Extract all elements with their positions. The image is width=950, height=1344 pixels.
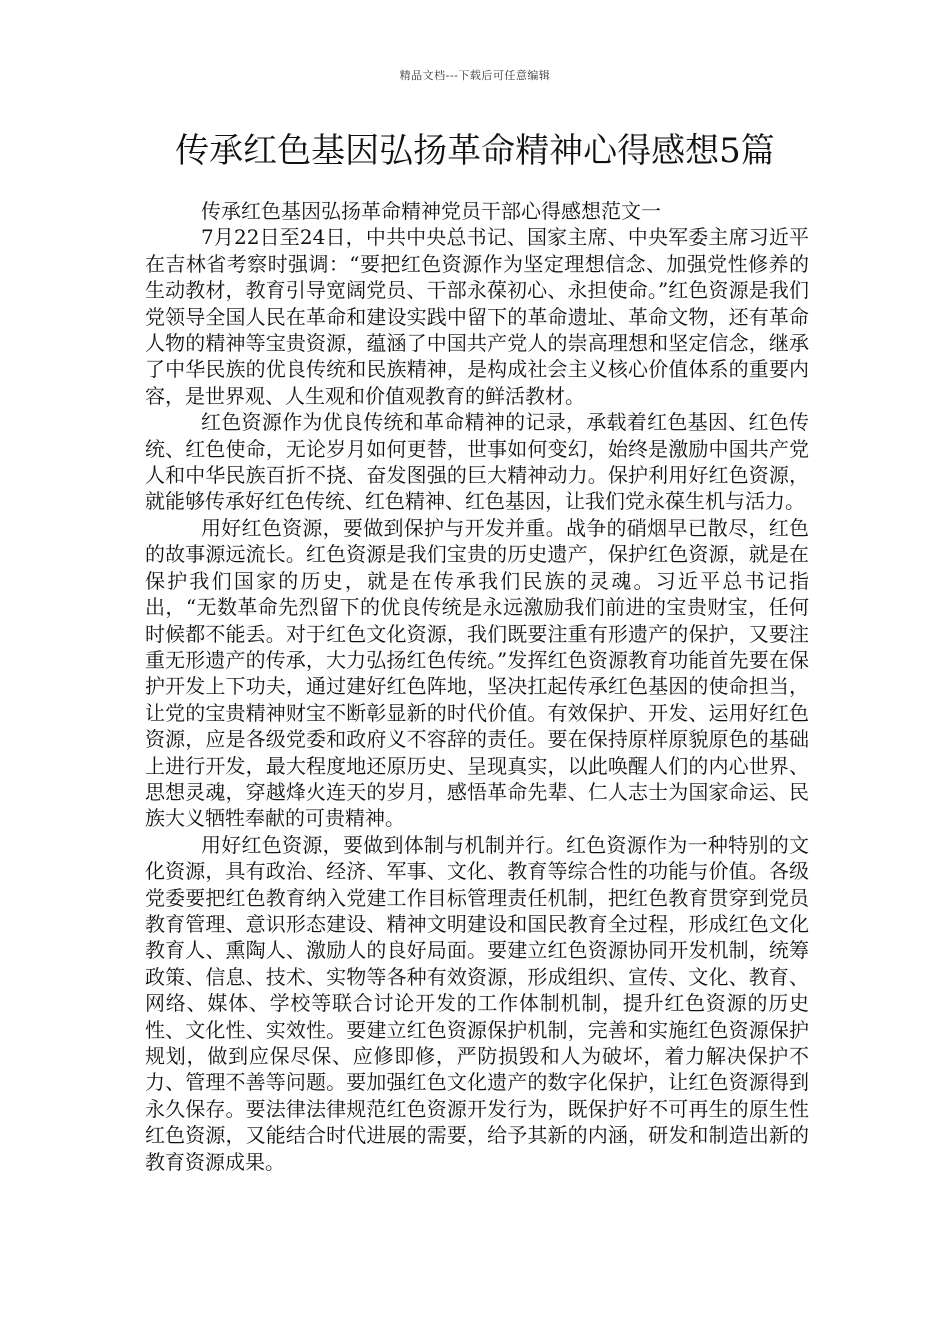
- body-paragraph: 用好红色资源，要做到保护与开发并重。战争的硝烟早已散尽，红色的故事源远流长。红色资源是我们宝贵的历史遗产，保护红色资源，就是在保护我们国家的历史，就是在传承我们民族的灵魂。习近平总书记指出，“无数革命先烈留下的优良传统是永远激励我们前进的宝贵财宝，任何时候都不能丢。对于红色文化资源，我们既要注重有形遗产的保护，又要注重无形遗产的传承，大力弘扬红色传统。”发挥红色资源教育功能首先要在保护开发上下功夫，通过建好红色阵地，坚决扛起传承红色基因的使命担当，让党的宝贵精神财宝不断彰显新的时代价值。有效保护、开发、运用好红色资源，应是各级党委和政府义不容辞的责任。要在保持原样原貌原色的基础上进行开发，最大程度地还原历史、呈现真实，以此唤醒人们的内心世界、思想灵魂，穿越烽火连天的岁月，感悟革命先辈、仁人志士为国家命运、民族大义牺牲奉献的可贵精神。: [145, 515, 809, 831]
- document-subtitle: 传承红色基因弘扬革命精神党员干部心得感想范文一: [201, 199, 661, 223]
- body-paragraph: 红色资源作为优良传统和革命精神的记录，承载着红色基因、红色传统、红色使命，无论岁月如何更替，世事如何变幻，始终是激励中国共产党人和中华民族百折不挠、奋发图强的巨大精神动力。保护利用好红色资源，就能够传承好红色传统、红色精神、红色基因，让我们党永葆生机与活力。: [145, 410, 809, 514]
- document-title: 传承红色基因弘扬革命精神心得感想5篇: [175, 131, 775, 171]
- body-paragraph: 用好红色资源，要做到体制与机制并行。红色资源作为一种特别的文化资源，具有政治、经济、军事、文化、教育等综合性的功能与价值。各级党委要把红色教育纳入党建工作目标管理责任机制，把红色教育贯穿到党员教育管理、意识形态建设、精神文明建设和国民教育全过程，形成红色文化教育人、熏陶人、激励人的良好局面。要建立红色资源协同开发机制，统筹政策、信息、技术、实物等各种有效资源，形成组织、宣传、文化、教育、网络、媒体、学校等联合讨论开发的工作体制机制，提升红色资源的历史性、文化性、实效性。要建立红色资源保护机制，完善和实施红色资源保护规划，做到应保尽保、应修即修，严防损毁和人为破坏，着力解决保护不力、管理不善等问题。要加强红色文化遗产的数字化保护，让红色资源得到永久保存。要法律法律规范红色资源开发行为，既保护好不可再生的原生性红色资源，又能结合时代进展的需要，给予其新的内涵，研发和制造出新的教育资源成果。: [145, 832, 809, 1174]
- document-body: [145, 198, 809, 1175]
- body-paragraph: 7月22日至24日，中共中央总书记、国家主席、中央军委主席习近平在吉林省考察时强调：“要把红色资源作为坚定理想信念、加强党性修养的生动教材，教育引导宽阔党员、干部永葆初心、永担使命。”红色资源是我们党领导全国人民在革命和建设实践中留下的革命遗址、革命文物，还有革命人物的精神等宝贵资源，蕴涵了中国共产党人的崇高理想和坚定信念，继承了中华民族的优良传统和民族精神，是构成社会主义核心价值体系的重要内容，是世界观、人生观和价值观教育的鲜活教材。: [145, 225, 809, 408]
- page-header-note: 精品文档---下载后可任意编辑: [399, 69, 551, 82]
